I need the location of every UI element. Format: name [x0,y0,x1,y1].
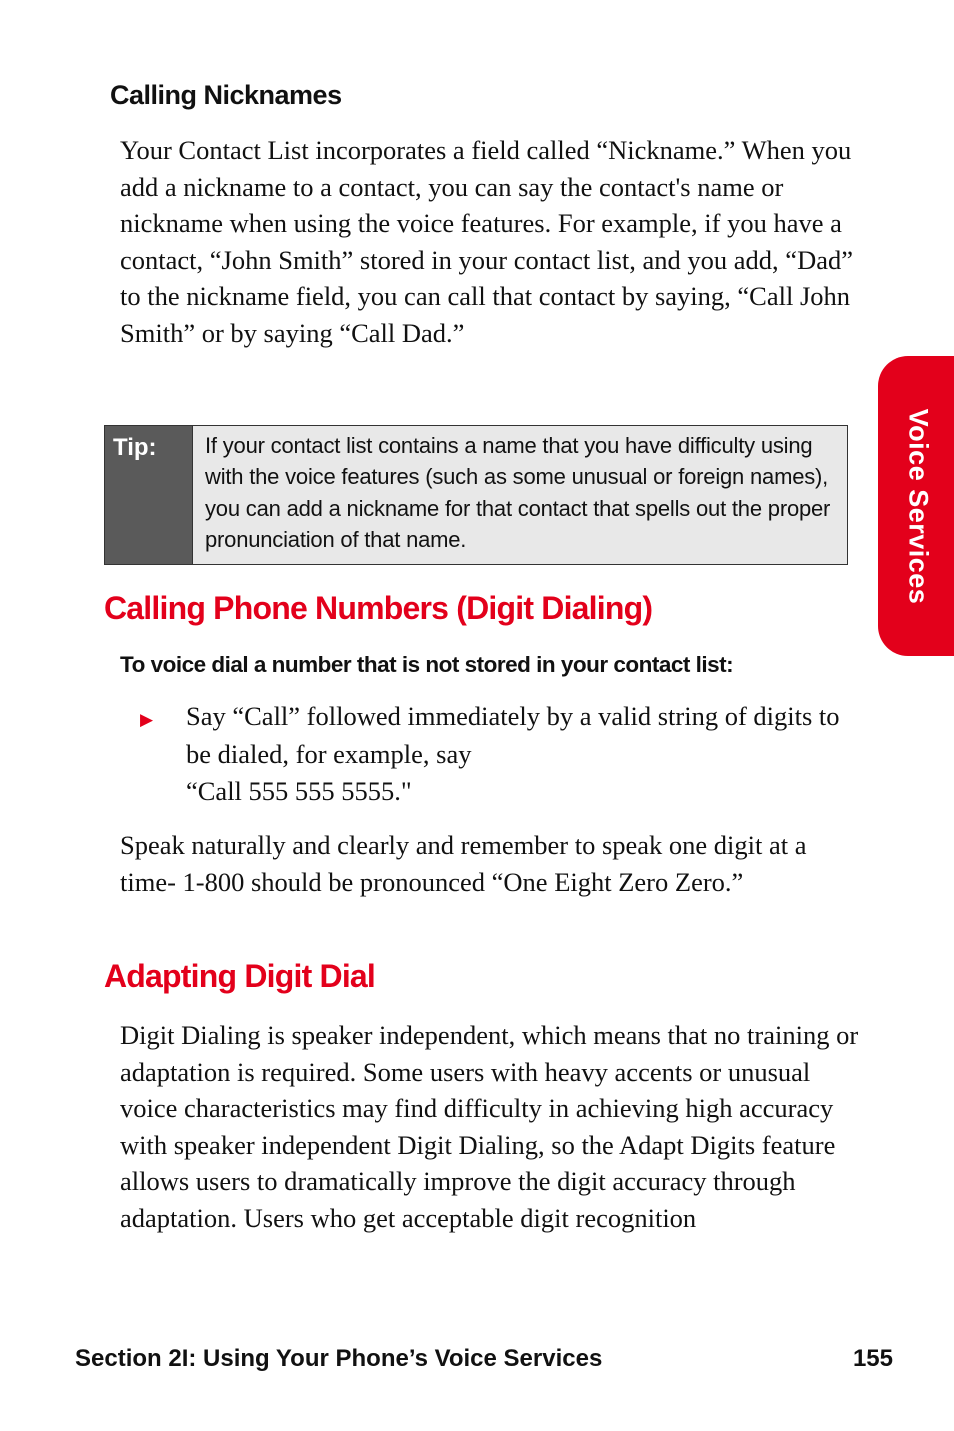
footer-section-title: Section 2I: Using Your Phone’s Voice Services [75,1345,603,1372]
calling-nicknames-heading: Calling Nicknames [110,80,342,110]
bullet-text-line2: “Call 555 555 5555." [186,776,412,806]
section-side-tab-label-wrap [898,356,938,656]
digit-dialing-bullet [140,698,840,811]
digit-dialing-instruction: To voice dial a number that is not stored in your contact list: [120,652,734,677]
adapting-digit-dial-heading: Adapting Digit Dial [104,958,376,994]
triangle-right-icon: ▶ [140,710,154,730]
adapting-paragraph: Digit Dialing is speaker independent, which means that no training or adaptation is required. Some users with heavy accents or unusual voice characteristics may find difficulty in achieving high accuracy with speaker independent Digit Dialing, so the Adapt Digits feature allows users to dramatically improve the digit accuracy through adaptation. Users who get acceptable digit recognition [120,1020,859,1233]
tip-text: If your contact list contains a name that you have difficulty using with the voice features (such as some unusual or foreign names), you can add a nickname for that contact that spells out the proper pronunciation of that name. [193,426,847,564]
digit-dialing-paragraph: Speak naturally and clearly and remember to speak one digit at a time- 1-800 should be pronounced “One Eight Zero Zero.” [120,830,807,897]
tip-label: Tip: [105,426,193,564]
bullet-text-line1: Say “Call” followed immediately by a valid string of digits to be dialed, for example, say [186,701,840,769]
calling-nicknames-paragraph: Your Contact List incorporates a field called “Nickname.” When you add a nickname to a contact, you can say the contact's name or nickname when using the voice features. For example, if you have a contact, “John Smith” stored in your contact list, and you add, “Dad” to the nickname field, you can call that contact by saying, “Call John Smith” or by saying “Call Dad.” [120,135,853,348]
digit-dialing-heading: Calling Phone Numbers (Digit Dialing) [104,590,653,626]
bullet-text [186,698,840,811]
section-side-tab-label: Voice Services [903,408,934,604]
tip-box [104,425,848,565]
page-footer [75,1345,893,1373]
page-number: 155 [852,1345,893,1372]
